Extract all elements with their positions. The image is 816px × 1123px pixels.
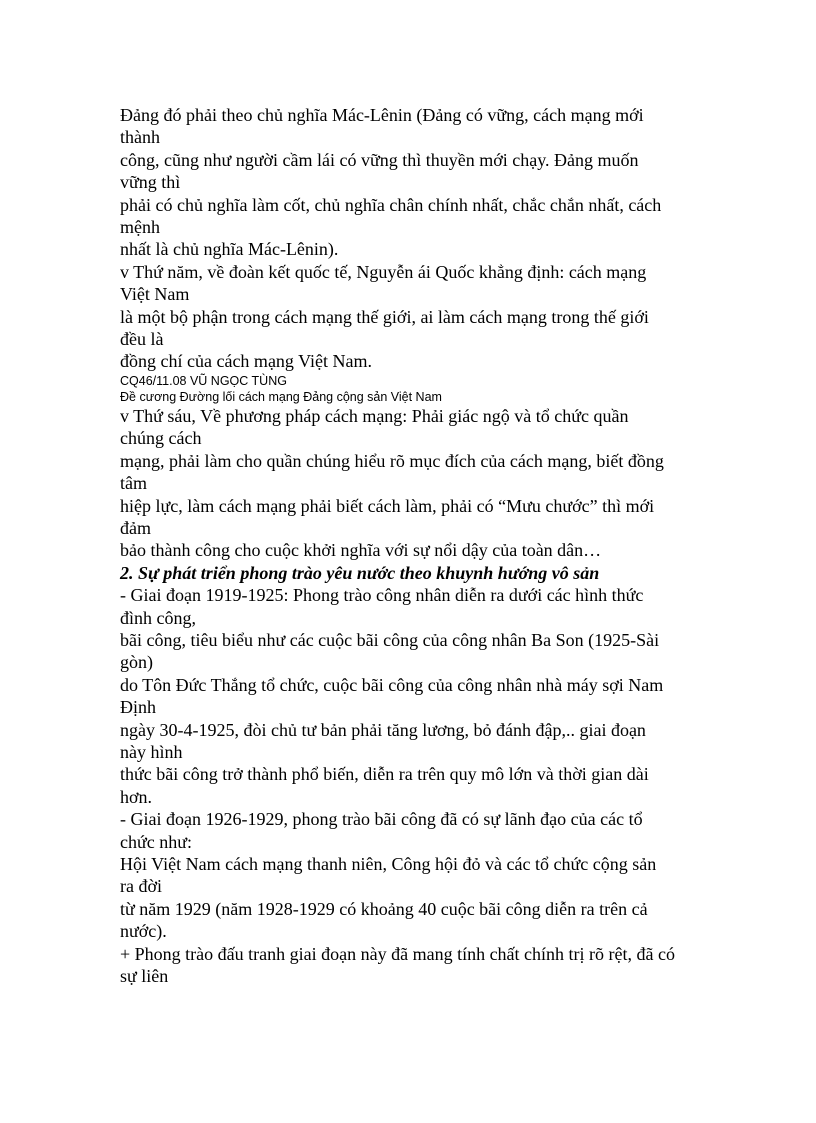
text-line: Định bbox=[120, 697, 156, 718]
text-line: nhất là chủ nghĩa Mác-Lênin). bbox=[120, 239, 339, 260]
text-line: đồng chí của cách mạng Việt Nam. bbox=[120, 351, 372, 372]
text-line: gòn) bbox=[120, 652, 153, 673]
text-line: từ năm 1929 (năm 1928-1929 có khoảng 40 cuộc bãi công diễn ra trên cả bbox=[120, 898, 648, 919]
text-line: này hình bbox=[120, 741, 183, 762]
section-heading: 2. Sự phát triển phong trào yêu nước theo khuynh hướng vô sản bbox=[120, 562, 600, 583]
text-line: là một bộ phận trong cách mạng thế giới, ai làm cách mạng trong thế giới bbox=[120, 306, 649, 327]
text-line: tâm bbox=[120, 473, 147, 494]
text-line: hơn. bbox=[120, 786, 153, 807]
text-line: ra đời bbox=[120, 876, 163, 897]
paragraph-block-1 bbox=[120, 104, 720, 373]
text-line: - Giai đoạn 1926-1929, phong trào bãi công đã có sự lãnh đạo của các tổ bbox=[120, 809, 643, 830]
document-page bbox=[120, 104, 720, 987]
text-line: + Phong trào đấu tranh giai đoạn này đã mang tính chất chính trị rõ rệt, đã có bbox=[120, 943, 675, 964]
text-line: sự liên bbox=[120, 966, 169, 987]
text-line: thành bbox=[120, 127, 160, 148]
footer-author-line: CQ46/11.08 VŨ NGỌC TÙNG bbox=[120, 373, 287, 388]
text-line: v Thứ năm, về đoàn kết quốc tế, Nguyễn ái Quốc khẳng định: cách mạng bbox=[120, 261, 647, 282]
paragraph-block-2 bbox=[120, 405, 720, 562]
text-line: v Thứ sáu, Về phương pháp cách mạng: Phải giác ngộ và tổ chức quần bbox=[120, 405, 629, 426]
page-footer-note bbox=[120, 373, 720, 405]
paragraph-block-3 bbox=[120, 584, 720, 987]
text-line: bãi công, tiêu biểu như các cuộc bãi công của công nhân Ba Son (1925-Sài bbox=[120, 629, 660, 650]
text-line: chúng cách bbox=[120, 428, 202, 449]
text-line: đảm bbox=[120, 517, 151, 538]
text-line: - Giai đoạn 1919-1925: Phong trào công nhân diễn ra dưới các hình thức bbox=[120, 585, 644, 606]
text-line: hiệp lực, làm cách mạng phải biết cách làm, phải có “Mưu chước” thì mới bbox=[120, 495, 655, 516]
text-line: vững thì bbox=[120, 172, 181, 193]
text-line: thức bãi công trở thành phổ biến, diễn ra trên quy mô lớn và thời gian dài bbox=[120, 764, 649, 785]
footer-title-line: Đề cương Đường lối cách mạng Đảng cộng sản Việt Nam bbox=[120, 389, 442, 404]
text-line: đều là bbox=[120, 329, 164, 350]
text-line: nước). bbox=[120, 921, 167, 942]
text-line: mạng, phải làm cho quần chúng hiểu rõ mục đích của cách mạng, biết đồng bbox=[120, 450, 664, 471]
text-line: chức như: bbox=[120, 831, 192, 852]
text-line: đình công, bbox=[120, 607, 196, 628]
text-line: phải có chủ nghĩa làm cốt, chủ nghĩa chân chính nhất, chắc chắn nhất, cách bbox=[120, 194, 662, 215]
text-line: Đảng đó phải theo chủ nghĩa Mác-Lênin (Đảng có vững, cách mạng mới bbox=[120, 105, 644, 125]
text-line: Hội Việt Nam cách mạng thanh niên, Công hội đỏ và các tổ chức cộng sản bbox=[120, 854, 657, 874]
text-line: công, cũng như người cầm lái có vững thì thuyền mới chạy. Đảng muốn bbox=[120, 149, 639, 170]
text-line: do Tôn Đức Thắng tổ chức, cuộc bãi công của công nhân nhà máy sợi Nam bbox=[120, 674, 664, 695]
text-line: ngày 30-4-1925, đòi chủ tư bản phải tăng lương, bỏ đánh đập,.. giai đoạn bbox=[120, 719, 646, 740]
text-line: mệnh bbox=[120, 217, 160, 238]
text-line: Việt Nam bbox=[120, 284, 190, 305]
text-line: bảo thành công cho cuộc khởi nghĩa với sự nổi dậy của toàn dân… bbox=[120, 540, 602, 561]
